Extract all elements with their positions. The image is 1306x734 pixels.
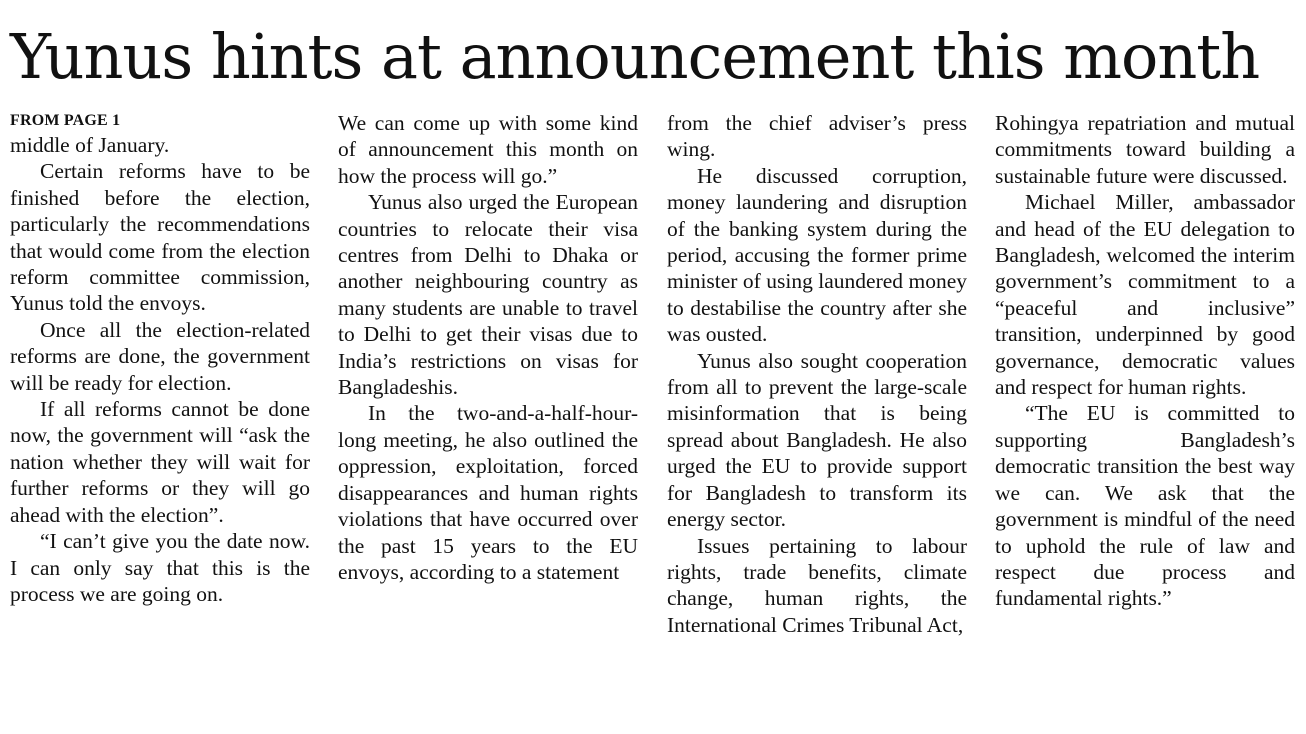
article-column-1 — [10, 110, 310, 730]
paragraph: If all reforms cannot be done now, the government will “ask the nation whether they will wait for further reforms or they will go ahead with the election”. — [10, 397, 310, 527]
headline: Yunus hints at announcement this month — [10, 20, 1260, 93]
article-column-3 — [667, 110, 967, 730]
paragraph: from the chief adviser’s press wing. — [667, 111, 967, 162]
paragraph: Yunus also urged the European countries to relocate their visa centres from Delhi to Dhaka or another neighbouring country as many students are unable to travel to Delhi to get their visas due to India’s restrictions on visas for Bangladeshis. — [338, 190, 638, 400]
paragraph: “The EU is committed to supporting Bangladesh’s democratic transition the best way we can. We ask that the government is mindful of the need to uphold the rule of law and respect due process and fundamental rights.” — [995, 401, 1295, 611]
article-body — [10, 110, 1296, 730]
paragraph: Yunus also sought cooperation from all to prevent the large-scale misinformation that is being spread about Bangladesh. He also urged the EU to provide support for Bangladesh to transform its energy sector. — [667, 348, 967, 532]
paragraph: Rohingya repatriation and mutual commitments toward building a sustainable future were discussed. — [995, 111, 1295, 188]
article-column-4 — [995, 110, 1295, 730]
paragraph: We can come up with some kind of announcement this month on how the process will go.” — [338, 111, 638, 188]
paragraph: middle of January. — [10, 133, 170, 157]
paragraph: “I can’t give you the date now. I can only say that this is the process we are going on. — [10, 529, 310, 606]
paragraph: In the two-and-a-half-hour-long meeting, he also outlined the oppression, exploitation, forced disappearances and human rights violations that have occurred over the past 15 years to the EU envoys, according to a statement — [338, 401, 638, 584]
paragraph: Once all the election-related reforms are done, the government will be ready for election. — [10, 317, 310, 395]
article-column-2 — [338, 110, 638, 730]
jump-kicker: FROM PAGE 1 — [10, 112, 121, 129]
paragraph: Certain reforms have to be finished before the election, particularly the recommendations that would come from the election reform committee commission, Yunus told the envoys. — [10, 159, 310, 316]
paragraph: He discussed corruption, money laundering and disruption of the banking system during the period, accusing the former prime minister of using laundered money to destabilise the country after she was ousted. — [667, 163, 967, 347]
paragraph: Michael Miller, ambassador and head of the EU delegation to Bangladesh, welcomed the interim government’s commitment to a “peaceful and inclusive” transition, underpinned by good governance, democratic values and respect for human rights. — [995, 190, 1295, 400]
paragraph: Issues pertaining to labour rights, trade benefits, climate change, human rights, the International Crimes Tribunal Act, — [667, 533, 967, 637]
